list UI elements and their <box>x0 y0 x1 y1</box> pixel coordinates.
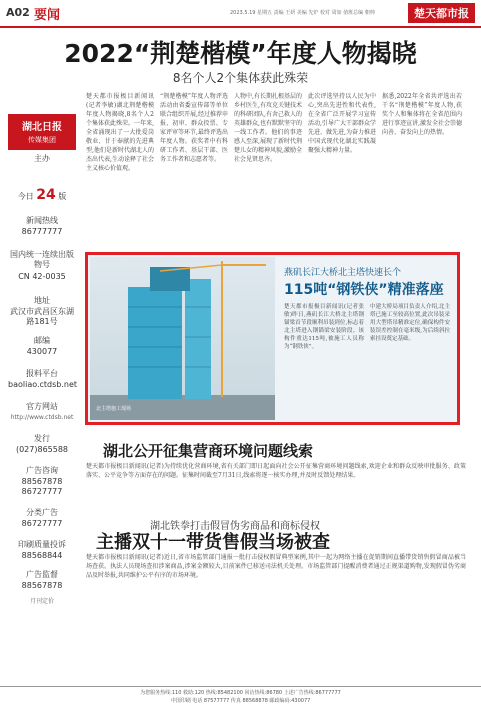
report-label: 报料平台 <box>26 369 58 378</box>
headline: 2022“荆楚楷模”年度人物揭晓 <box>64 39 417 68</box>
article-column-4: 此次评选坚持以人民为中心,突出先进性和代表性,在全省广泛开展学习宣传活动,引导广大干部群众学先进、做先进,为奋力推进中国式现代化湖北实践凝聚强大精神力量。 <box>308 93 376 154</box>
address: 武汉市武昌区东湖路181号 <box>10 307 74 326</box>
masthead-sidebar <box>8 90 76 610</box>
logo-name: 湖北日报 <box>22 122 62 133</box>
zip-label: 邮编 <box>34 336 50 345</box>
ad-supervision-tel: 88567878 <box>21 581 63 590</box>
feature-column-2: 中建大桥局项目负责人介绍,北主塔已施工至较高位置,此次吊装采用大型塔吊精准定位,确保构件安装误差控制在毫米级,为后续斜拉索挂设奠定基础。 <box>370 304 450 342</box>
today-label: 今日 <box>17 192 34 201</box>
zip: 430077 <box>26 347 58 356</box>
distribution-label: 发行 <box>34 434 50 443</box>
footer-line-2: 中国印刷 电话 87577777 传真 88568878 邮政编码:430077 <box>170 698 311 704</box>
sponsor: 主办 <box>34 154 50 163</box>
article-column-3: 人物中,有长期扎根基层的乡村医生,有攻克关键技术的科研团队,有舍己救人的英雄群众,也有默默坚守的一线工作者。他们的事迹感人至深,展现了新时代荆楚儿女的精神风貌,激励全社会见贤思齐。 <box>234 93 302 163</box>
feature-title: 115吨“钢铁侠”精准落座 <box>284 282 444 298</box>
cn-label: 国内统一连续出版物号 <box>10 250 74 269</box>
pages-unit: 版 <box>58 192 67 201</box>
bridge-tower-photo <box>90 257 275 420</box>
print-complaint-tel: 88568844 <box>21 551 63 560</box>
hotline: 86777777 <box>21 227 63 236</box>
address-label: 地址 <box>34 296 50 305</box>
article-column-5: 据悉,2022年全省共评选出若干名“荆楚楷模”年度人物,获奖个人和集体将在全省范围内进行事迹宣讲,激发全社会崇德向善、奋发向上的热情。 <box>382 93 462 136</box>
photo-caption: 北主塔施工现场 <box>96 406 132 412</box>
feature-kicker: 燕矶长江大桥北主塔快速长个 <box>284 268 402 278</box>
section-title: 要闻 <box>34 8 61 23</box>
story3-headline: 主播双十一带货售假当场被查 <box>96 532 330 553</box>
story2-headline: 湖北公开征集营商环境问题线索 <box>103 442 314 460</box>
ad-label: 广告咨询 <box>26 466 58 475</box>
price-label: 月刊定价 <box>29 598 54 605</box>
header-info: 2023.5.19 星期五 责编 王妍 美编 先炉 校对 周如 值班总编 朝帅 <box>230 10 375 16</box>
ad-tel-1: 88567878 <box>21 477 63 486</box>
brand-logo: 楚天都市报 <box>408 3 475 23</box>
distribution-tel: (027)865588 <box>15 445 69 454</box>
footer-line-1: 为您服务热线:110 救助:120 热线:85482100 回访热线:86780 上述广告热线:86777777 <box>140 690 341 696</box>
page-count: 24 <box>36 187 56 203</box>
feature-column-1: 楚天都市报极目新闻讯(记者张敏)昨日,燕矶长江大桥北主塔钢锚梁首节段顺利吊装到位,标志着北主塔进入钢锚梁安装阶段。该构件重达115吨,被施工人员称为“钢铁侠”。 <box>284 304 364 350</box>
ad-supervision-label: 广告监督 <box>26 570 58 579</box>
logo-sub: 传媒集团 <box>28 136 56 144</box>
page-number: A02 <box>6 6 30 19</box>
official-site-label: 官方网站 <box>26 402 58 411</box>
classified-tel: 86727777 <box>21 519 63 528</box>
feature-story-box <box>85 252 460 425</box>
story2-body: 楚天都市报极目新闻讯(记者)为持续优化营商环境,省有关部门即日起面向社会公开征集营商环境问题线索,欢迎企业和群众反映审批服务、政策落实、公平竞争等方面存在的问题。征集时间截至7月31日,线索将逐一核实办理,并及时反馈处理结果。 <box>86 463 466 479</box>
report-site[interactable]: baoliao.ctdsb.net <box>8 380 78 389</box>
classified-label: 分类广告 <box>26 508 58 517</box>
today-pages <box>8 187 76 203</box>
ad-tel-2: 86727777 <box>21 487 63 496</box>
page-header <box>0 0 481 28</box>
print-complaint-label: 印刷质量投诉 <box>18 540 66 549</box>
article-column-2: “荆楚楷模”年度人物评选活动由省委宣传部等单位联合组织开展,经过推荐申报、初审、群众投票、专家评审等环节,最终评选出年度人物。获奖者中有科研工作者、基层干部、医务工作者和志愿者等。 <box>160 93 228 163</box>
page-footer <box>0 686 481 707</box>
subheadline: 8名个人2个集体获此殊荣 <box>172 71 309 85</box>
story3-kicker: 湖北铁拳打击假冒伪劣商品和商标侵权 <box>150 521 320 532</box>
article-column-1: 楚天都市报极目新闻讯(记者李敏)湖北荆楚楷模年度人物揭晓,8名个人2个集体获此殊荣。一年来,全省涌现出了一大批爱岗敬业、甘于奉献的先进典型,他们是新时代湖北人的杰出代表,生动诠释了社会主义核心价值观。 <box>86 93 154 172</box>
story3-body: 楚天都市报极目新闻讯(记者)近日,省市场监管部门通报一批打击侵权假冒典型案例,其中一起为网络主播在促销期间直播带货销售假冒商品被当场查获。执法人员现场查扣涉案商品,涉案金额较大,目前案件已移送司法机关处理。市场监管部门提醒消费者通过正规渠道购物,发现假冒伪劣商品及时举报,共同维护公平有序的市场环境。 <box>86 554 466 579</box>
cn-number: CN 42-0035 <box>18 272 66 281</box>
group-logo <box>8 114 76 150</box>
official-site[interactable]: http://www.ctdsb.net <box>10 414 74 421</box>
hotline-label: 新闻热线 <box>26 216 58 225</box>
